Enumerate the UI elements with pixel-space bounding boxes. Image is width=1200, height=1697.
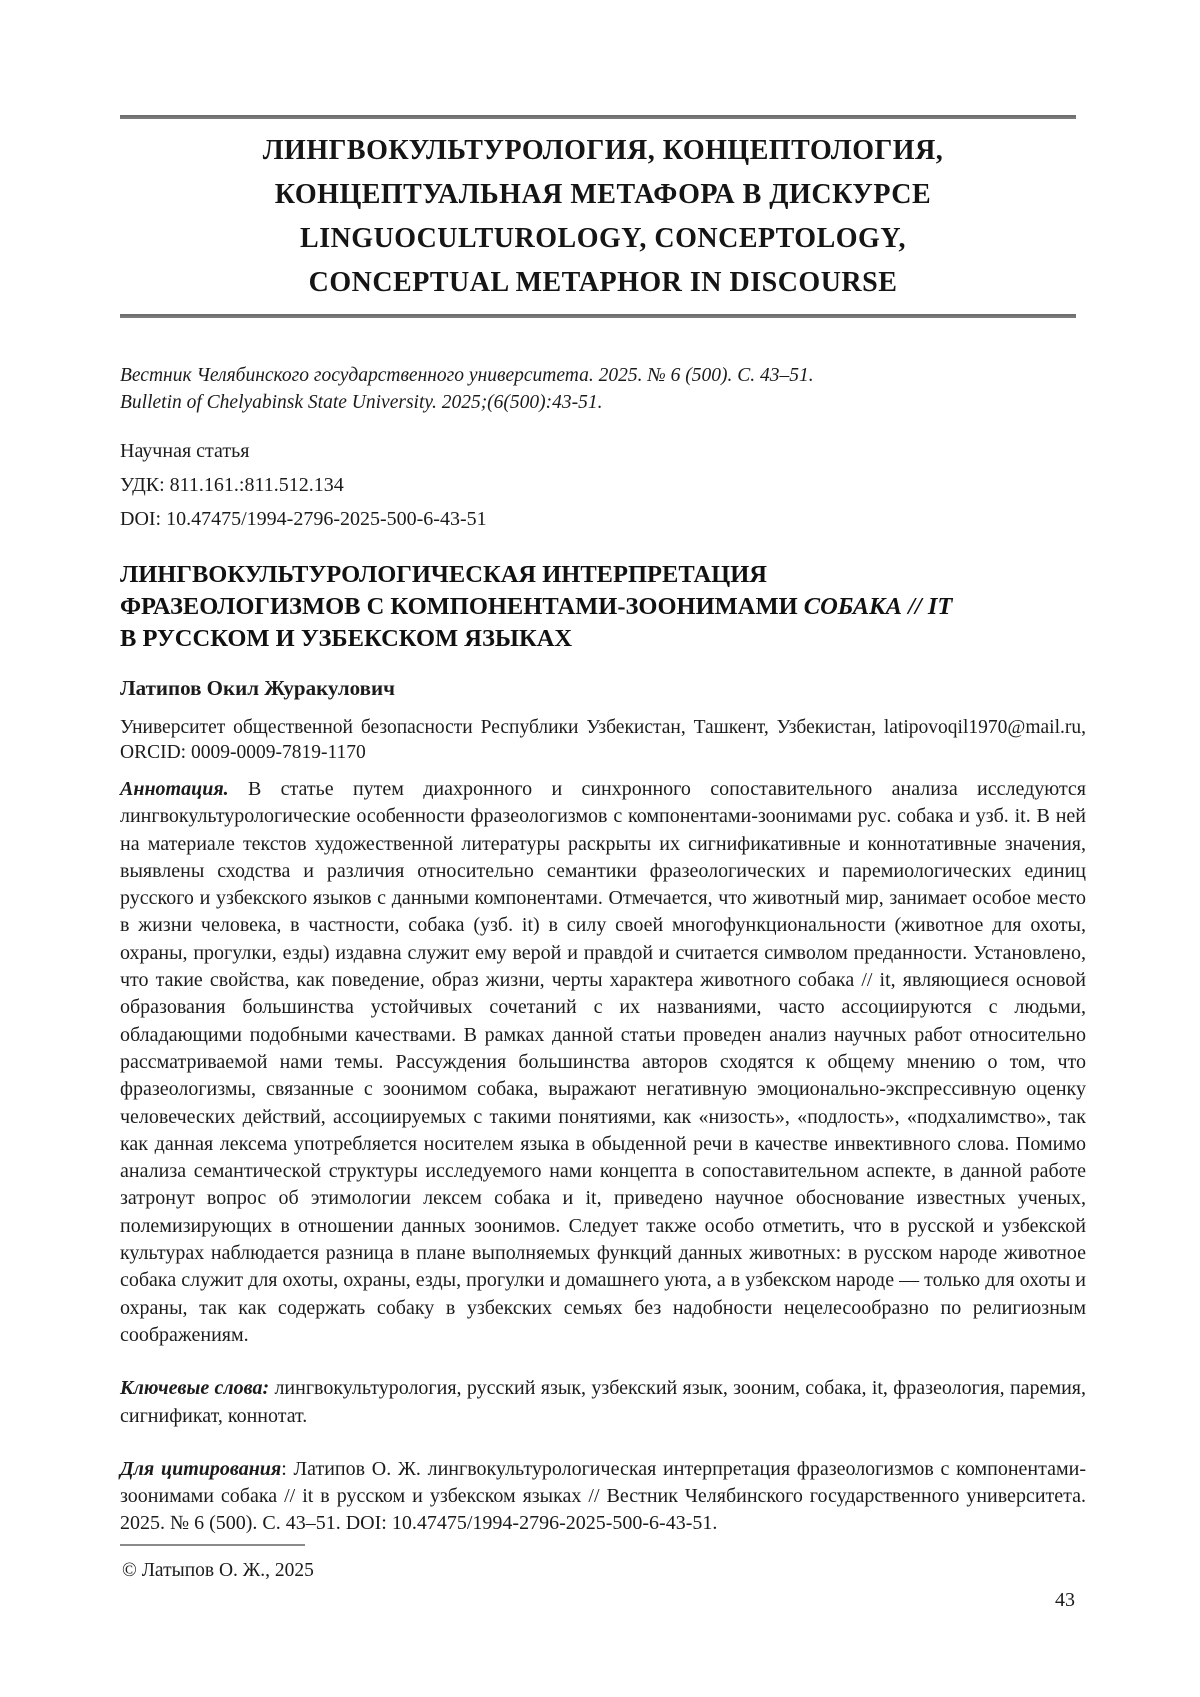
top-double-rule <box>120 115 1076 119</box>
article-type: Научная статья <box>120 440 250 462</box>
article-title <box>120 559 1086 655</box>
udc-number: УДК: 811.161.:811.512.134 <box>120 474 344 496</box>
citation-text: : Латипов О. Ж. лингвокультурологическая интерпретация фразеологизмов с компонентами-зоонимами собака // it в русском и узбекском языках // Вестник Челябинского государственного университета. 2025. № 6 (500). С. 43–51. DOI: 10.47475/1994-2796-2025-500-6-43-51. <box>120 1457 1087 1535</box>
doi-number: DOI: 10.47475/1994-2796-2025-500-6-43-51 <box>120 508 487 530</box>
author-affiliation: Университет общественной безопасности Республики Узбекистан, Ташкент, Узбекистан, latipovoqil1970@mail.ru, ORCID: 0009-0009-7819-1170 <box>120 717 1086 763</box>
section-header-line-3: LINGUOCULTUROLOGY, CONCEPTOLOGY, <box>300 223 906 254</box>
article-title-line-2-regular: ФРАЗЕОЛОГИЗМОВ С КОМПОНЕНТАМИ-ЗООНИМАМИ <box>120 593 804 620</box>
header-bottom-double-rule <box>120 314 1076 318</box>
section-header <box>120 129 1086 305</box>
author-name: Латипов Окил Журакулович <box>120 676 395 700</box>
section-header-line-4: CONCEPTUAL METAPHOR IN DISCOURSE <box>308 267 898 298</box>
section-header-line-1: ЛИНГВОКУЛЬТУРОЛОГИЯ, КОНЦЕПТОЛОГИЯ, <box>262 135 944 166</box>
keywords-label: Ключевые слова: <box>120 1377 270 1400</box>
abstract-paragraph <box>120 776 1086 1349</box>
keywords-text: лингвокультурология, русский язык, узбекский язык, зооним, собака, it, фразеология, паремия, сигнификат, коннотат. <box>120 1377 1087 1427</box>
copyright-notice: © Латыпов О. Ж., 2025 <box>122 1560 314 1581</box>
page-content <box>120 0 1086 1558</box>
article-title-line-2 <box>120 591 1086 623</box>
journal-reference-ru: Вестник Челябинского государственного университета. 2025. № 6 (500). С. 43–51. <box>120 365 814 386</box>
keywords-paragraph <box>120 1375 1086 1430</box>
abstract-label: Аннотация. <box>120 778 229 800</box>
abstract-text: В статье путем диахронного и синхронного сопоставительного анализа исследуются лингвокультурологические особенности фразеологизмов с компонентами-зоонимами рус. собака и узб. it. В ней на материале текстов художественной литературы раскрыты их сигнификативные и коннотативные значения, выявлены сходства и различия относительно семантики фразеологических и паремиологических единиц русского и узбекского языков с данными компонентами. Отмечается, что животный мир, занимает особое место в жизни человека, в частности, собака (узб. it) в силу своей многофункциональности (животное для охоты, охраны, прогулки, езды) издавна служит ему верой и правдой и считается символом преданности. Установлено, что такие свойства, как поведение, образ жизни, черты характера животного собака // it, являющиеся основой образования большинства устойчивых сочетаний с их названиями, часто ассоциируются с людьми, обладающими подобными качествами. В рамках данной статьи проведен анализ научных работ относительно рассматриваемой нами темы. Рассуждения большинства авторов сходятся к общему мнению о том, что фразеологизмы, связанные с зоонимом собака, выражают негативную эмоционально-экспрессивную оценку человеческих действий, ассоциируемых с такими понятиями, как «низость», «подлость», «подхалимство», так как данная лексема употребляется носителем языка в обыденной речи в качестве инвективного слова. Помимо анализа семантической структуры исследуемого нами концепта в сопоставительном аспекте, в данной работе затронут вопрос об этимологии лексем собака и it, приведено научное обоснование известных ученых, полемизирующих в отношении данных зоонимов. Следует также особо отметить, что в русской и узбекской культурах наблюдается разница в плане выполняемых функций данных животных: в русском народе животное собака служит для охоты, охраны, езды, прогулки и домашнего уюта, а в узбекском народе — только для охоты и охраны, так как содержать собаку в узбекских семьях без надобности нецелесообразно по религиозным соображениям. <box>120 778 1086 1346</box>
footnote-rule <box>120 1544 305 1546</box>
article-title-line-1: ЛИНГВОКУЛЬТУРОЛОГИЧЕСКАЯ ИНТЕРПРЕТАЦИЯ <box>120 561 767 588</box>
section-header-line-2: КОНЦЕПТУАЛЬНАЯ МЕТАФОРА В ДИСКУРСЕ <box>274 179 932 210</box>
article-title-zoonym-italic: СОБАКА // IT <box>803 593 953 620</box>
citation-paragraph <box>120 1456 1086 1538</box>
journal-reference <box>120 362 1086 416</box>
journal-reference-en: Bulletin of Chelyabinsk State University. 2025;(6(500):43-51. <box>120 392 603 413</box>
page-number: 43 <box>1055 1589 1075 1611</box>
article-title-line-3: В РУССКОМ И УЗБЕКСКОМ ЯЗЫКАХ <box>120 625 573 652</box>
citation-label: Для цитирования <box>120 1457 282 1480</box>
